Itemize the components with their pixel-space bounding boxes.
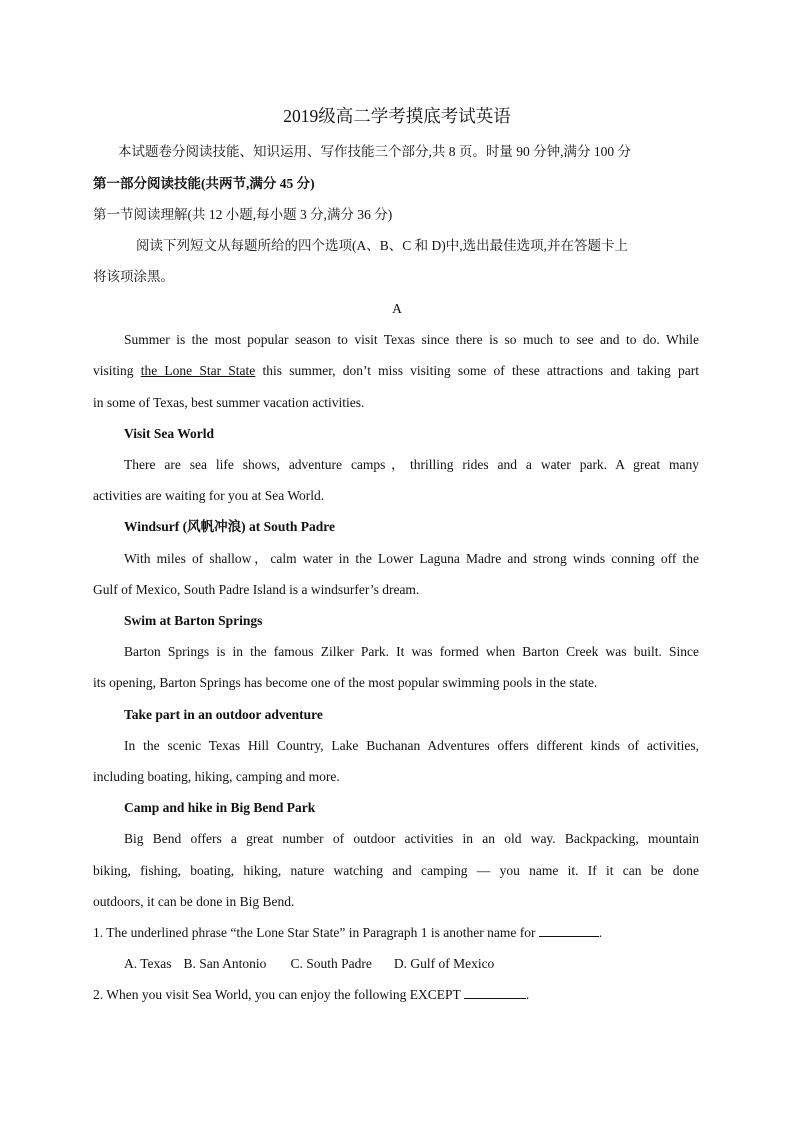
- page-title: 2019级高二学考摸底考试英语: [283, 106, 511, 126]
- para1-line-2-post: this summer, don’t miss visiting some of these attractions and taking part: [255, 363, 699, 378]
- exam-intro: 本试题卷分阅读技能、知识运用、写作技能三个部分,共 8 页。时量 90 分钟,满分 100 分: [118, 144, 631, 159]
- instructions-line-1: 阅读下列短文从每题所给的四个选项(A、B、C 和 D)中,选出最佳选项,并在答题卡上: [136, 238, 628, 253]
- windsurf-line-2: Gulf of Mexico, South Padre Island is a windsurfer’s dream.: [93, 582, 420, 597]
- option-b[interactable]: B. San Antonio: [183, 956, 267, 971]
- sea-world-line-2: activities are waiting for you at Sea World.: [93, 488, 325, 503]
- option-d[interactable]: D. Gulf of Mexico: [393, 956, 495, 971]
- answer-blank[interactable]: [464, 986, 526, 999]
- question-1-stem: 1. The underlined phrase “the Lone Star State” in Paragraph 1 is another name for: [93, 925, 536, 940]
- para1-line-3: in some of Texas, best summer vacation activities.: [93, 395, 365, 410]
- barton-springs-line-1: Barton Springs is in the famous Zilker Park. It was formed when Barton Creek was built. Since: [124, 644, 699, 659]
- barton-springs-line-2: its opening, Barton Springs has become one of the most popular swimming pools in the state.: [93, 675, 598, 690]
- option-c[interactable]: C. South Padre: [290, 956, 372, 971]
- big-bend-line-1: Big Bend offers a great number of outdoor activities in an old way. Backpacking, mountain: [124, 831, 699, 846]
- question-2-end: .: [525, 987, 530, 1002]
- outdoor-adventure-line-1: In the scenic Texas Hill Country, Lake Buchanan Adventures offers different kinds of activities,: [124, 738, 699, 753]
- big-bend-line-2: biking, fishing, boating, hiking, nature watching and camping — you name it. If it can be done: [93, 863, 699, 878]
- answer-blank[interactable]: [539, 924, 599, 937]
- instructions-line-2: 将该项涂黑。: [93, 269, 174, 284]
- section1-heading: 第一节阅读理解(共 12 小题,每小题 3 分,满分 36 分): [93, 207, 393, 222]
- big-bend-line-3: outdoors, it can be done in Big Bend.: [93, 894, 295, 909]
- question-1-end: .: [598, 925, 603, 940]
- section-heading-barton-springs: Swim at Barton Springs: [124, 613, 263, 628]
- outdoor-adventure-line-2: including boating, hiking, camping and more.: [93, 769, 340, 784]
- sea-world-line-1: There are sea life shows, adventure camps，thrilling rides and a water park. A great many: [124, 457, 699, 472]
- section-heading-sea-world: Visit Sea World: [124, 426, 215, 441]
- para1-line-2: [93, 362, 699, 380]
- para1-line-1: Summer is the most popular season to visit Texas since there is so much to see and to do. While: [124, 332, 699, 347]
- question-1-options: [124, 955, 730, 973]
- section-heading-big-bend: Camp and hike in Big Bend Park: [124, 800, 316, 815]
- option-a[interactable]: A. Texas: [124, 956, 172, 971]
- section-heading-outdoor-adventure: Take part in an outdoor adventure: [124, 707, 323, 722]
- question-1: [93, 924, 699, 942]
- question-2: [93, 986, 699, 1004]
- passage-label: A: [392, 301, 402, 316]
- windsurf-line-1: With miles of shallow，calm water in the Lower Laguna Madre and strong winds conning off the: [124, 551, 699, 566]
- underlined-phrase: the Lone Star State: [140, 363, 256, 378]
- para1-line-2-pre: visiting: [93, 363, 141, 378]
- section-heading-windsurf: Windsurf (风帆冲浪) at South Padre: [124, 519, 336, 534]
- question-2-stem: 2. When you visit Sea World, you can enjoy the following EXCEPT: [93, 987, 461, 1002]
- part1-heading: 第一部分阅读技能(共两节,满分 45 分): [93, 176, 315, 191]
